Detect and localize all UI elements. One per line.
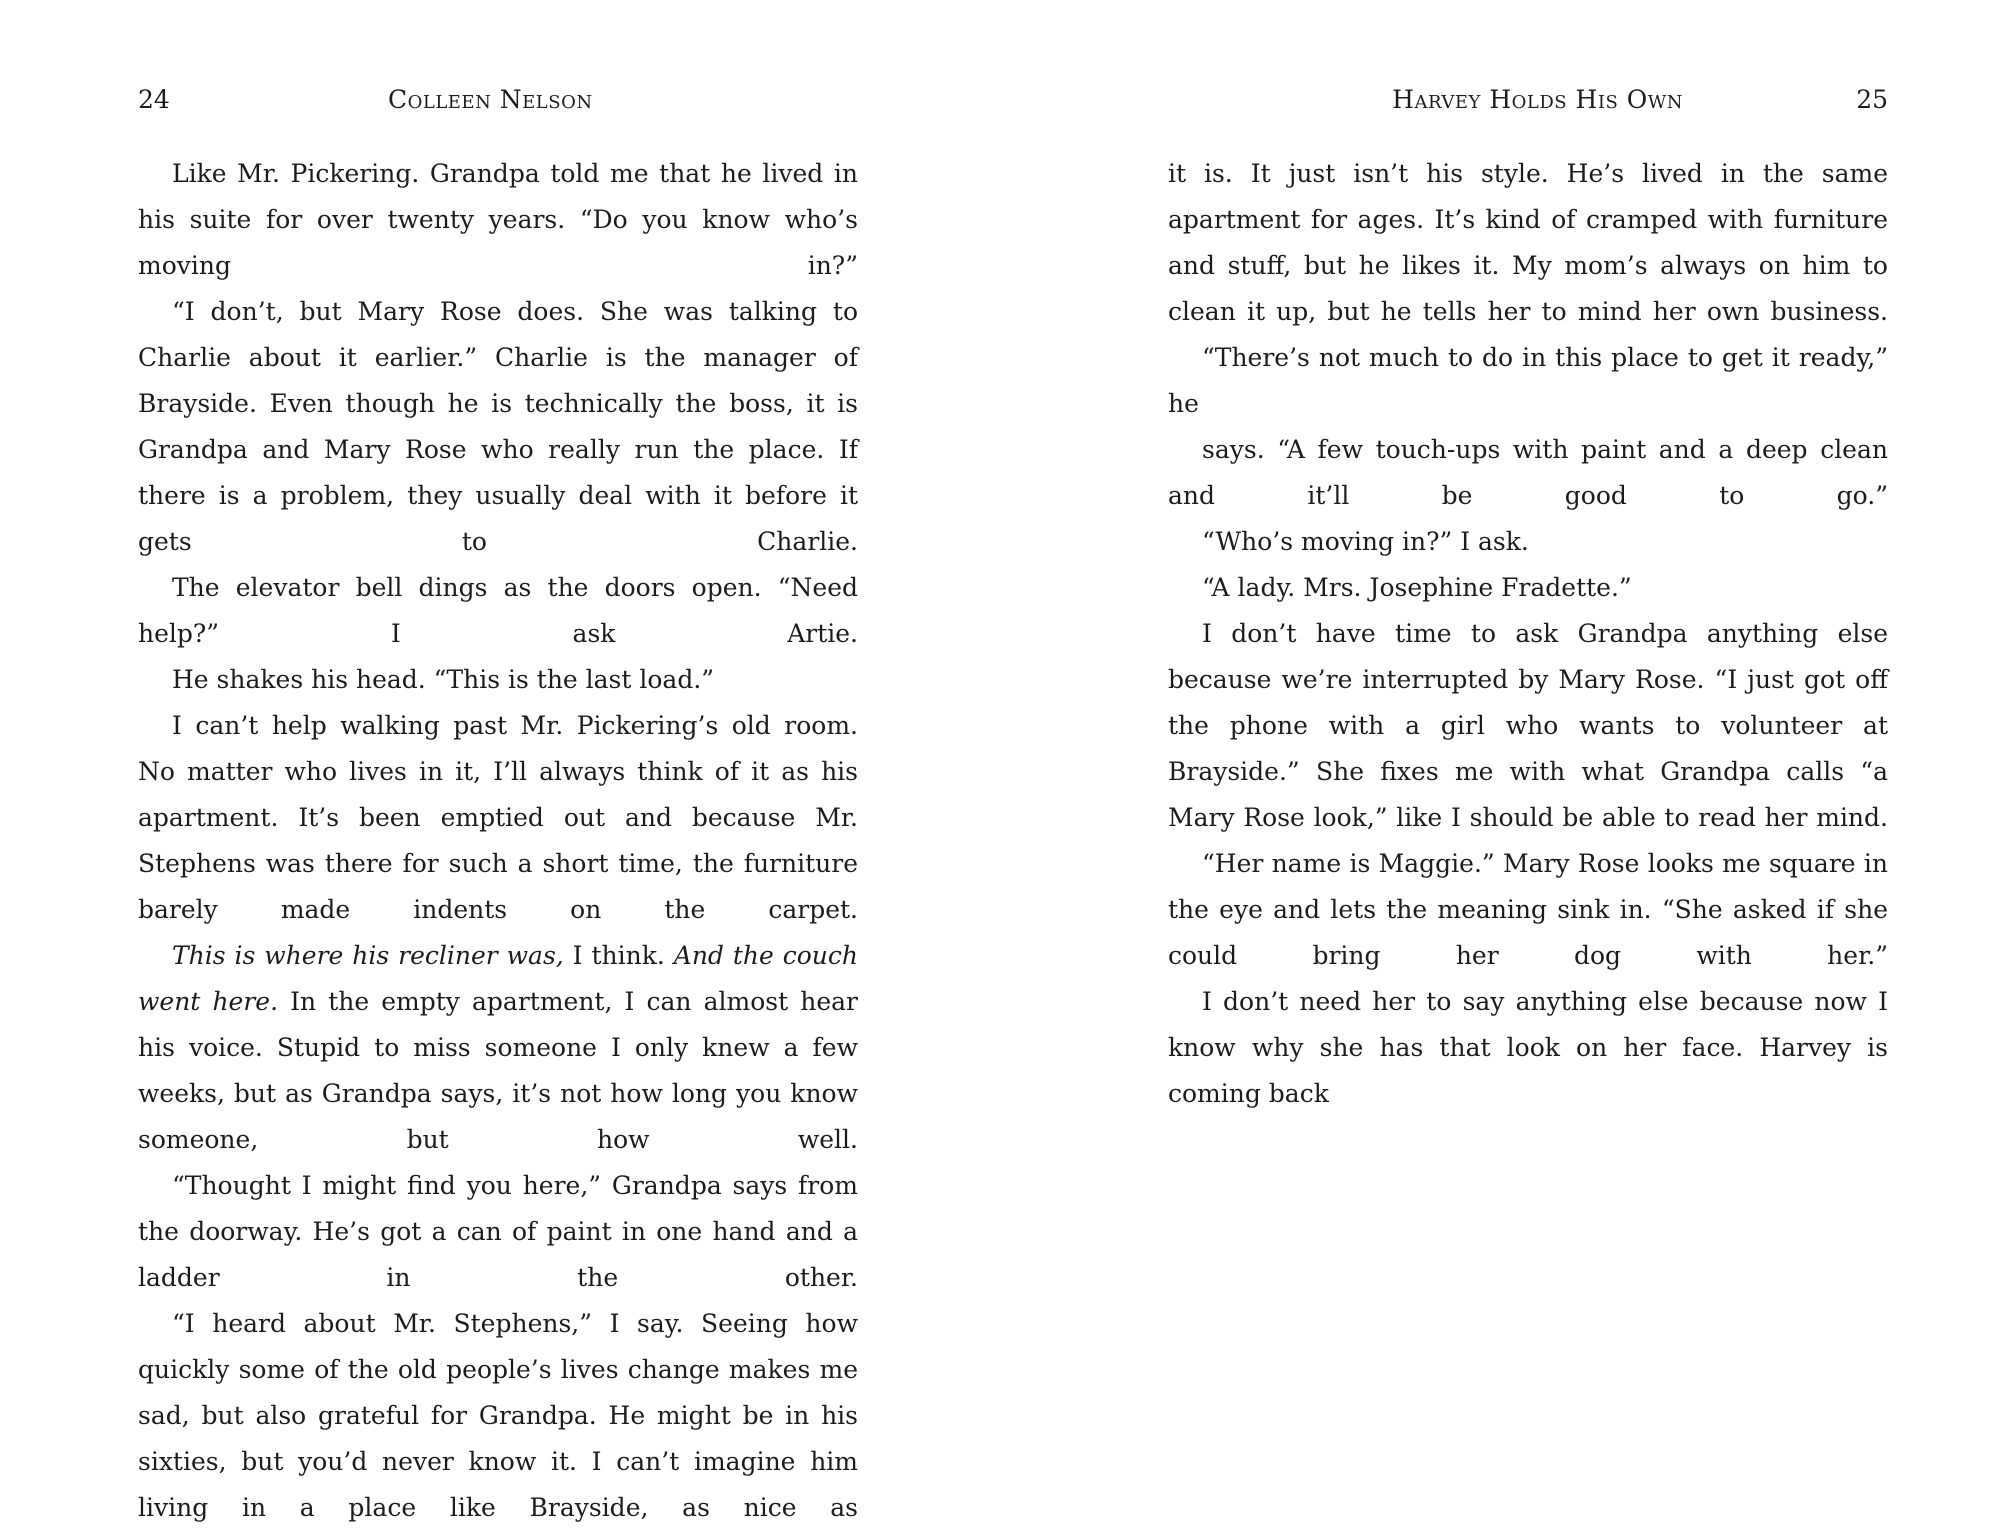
paragraph: I can’t help walking past Mr. Pickering’s old room. No matter who lives in it, I’ll always think of it as his apartment. It’s been emptied out and because Mr. Stephens was there for such a short time, the furniture barely made indents on the carpet. bbox=[138, 711, 858, 924]
paragraph: “There’s not much to do in this place to get it ready,” he bbox=[1168, 343, 1888, 418]
body-text-left bbox=[138, 151, 858, 1531]
paragraph: I don’t have time to ask Grandpa anything else because we’re interrupted by Mary Rose. “I just got off the phone with a girl who wants to volunteer at Brayside.” She fixes me with what Grandpa calls “a Mary Rose look,” like I should be able to read her mind. bbox=[1168, 619, 1888, 832]
plain-text: I think. bbox=[563, 941, 674, 970]
running-head-right bbox=[1168, 80, 1888, 120]
paragraph: He shakes his head. “This is the last load.” bbox=[172, 665, 715, 694]
page-number-left: 24 bbox=[138, 85, 170, 114]
paragraph: “Thought I might find you here,” Grandpa says from the doorway. He’s got a can of paint in one hand and a ladder in the other. bbox=[138, 1171, 858, 1292]
paragraph: Like Mr. Pickering. Grandpa told me that he lived in his suite for over twenty years. “Do you know who’s moving in?” bbox=[138, 159, 858, 280]
paragraph: The elevator bell dings as the doors open. “Need help?” I ask Artie. bbox=[138, 573, 858, 648]
body-text-right bbox=[1168, 151, 1888, 1117]
running-header-author: Colleen Nelson bbox=[388, 85, 593, 114]
plain-text: In the empty apartment, I can almost hear his voice. Stupid to miss someone I only knew a few weeks, but as Grandpa says, it’s not how long you know someone, but how well. bbox=[138, 987, 858, 1154]
italic-text: And the couch went here. bbox=[138, 941, 858, 1016]
paragraph: I don’t need her to say anything else because now I know why she has that look on her face. Harvey is coming back bbox=[1168, 987, 1888, 1108]
running-head-left bbox=[138, 80, 858, 120]
italic-text: This is where his recliner was, bbox=[172, 941, 564, 970]
paragraph-italic-thoughts bbox=[138, 933, 858, 1163]
paragraph: “I don’t, but Mary Rose does. She was talking to Charlie about it earlier.” Charlie is the manager of Brayside. Even though he is technically the boss, it is Grandpa and Mary Rose who really run the place. If there is a problem, they usually deal with it before it gets to Charlie. bbox=[138, 297, 858, 556]
running-header-book-title: Harvey Holds His Own bbox=[1392, 85, 1683, 114]
page-number-right: 25 bbox=[1856, 85, 1888, 114]
paragraph: “Her name is Maggie.” Mary Rose looks me square in the eye and lets the meaning sink in. “She asked if she could bring her dog with her.” bbox=[1168, 849, 1888, 970]
paragraph: “Who’s moving in?” I ask. bbox=[1202, 527, 1529, 556]
paragraph: says. “A few touch-ups with paint and a deep clean and it’ll be good to go.” bbox=[1168, 435, 1888, 510]
paragraph: “I heard about Mr. Stephens,” I say. Seeing how quickly some of the old people’s lives change makes me sad, but also grateful for Grandpa. He might be in his sixties, but you’d never know it. I can’t imagine him living in a place like Brayside, as nice as bbox=[138, 1309, 858, 1522]
paragraph: it is. It just isn’t his style. He’s lived in the same apartment for ages. It’s kind of cramped with furniture and stuff, but he likes it. My mom’s always on him to clean it up, but he tells her to mind her own business. bbox=[1168, 159, 1888, 326]
paragraph: “A lady. Mrs. Josephine Fradette.” bbox=[1202, 573, 1632, 602]
